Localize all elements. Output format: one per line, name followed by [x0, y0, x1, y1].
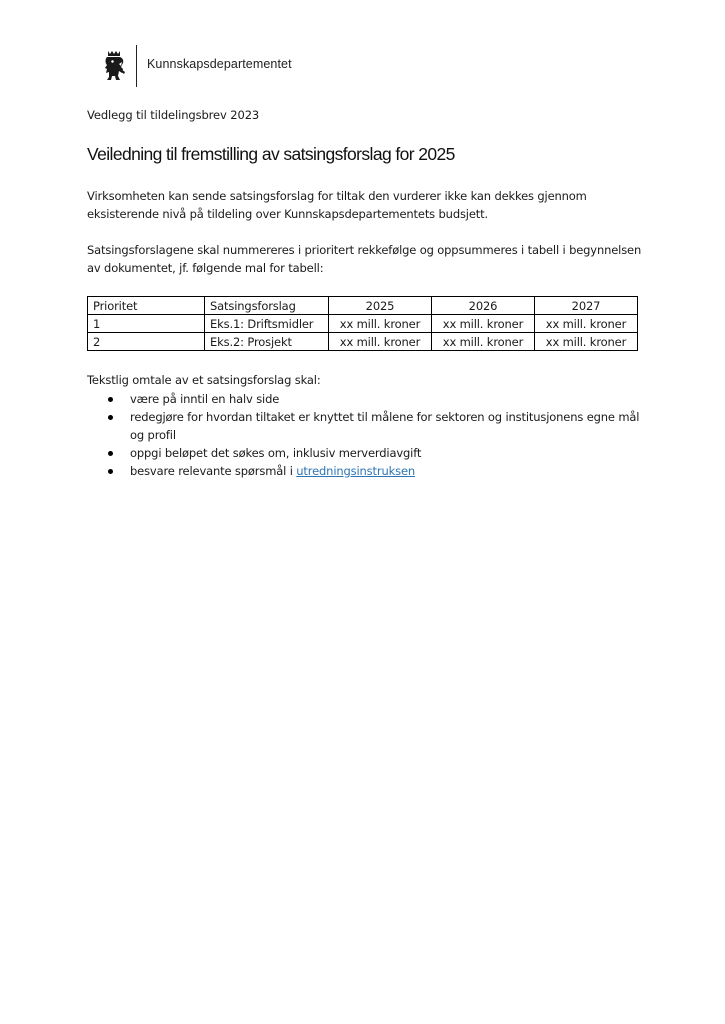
column-header-satsingsforslag: Satsingsforslag — [205, 297, 329, 315]
utredningsinstruksen-link[interactable]: utredningsinstruksen — [296, 464, 416, 478]
list-item-text: besvare relevante spørsmål i — [130, 464, 297, 478]
table-row — [88, 315, 638, 333]
column-header-2026: 2026 — [432, 297, 535, 315]
bullet-icon — [108, 451, 113, 456]
bullet-icon — [108, 415, 113, 420]
bullet-icon — [108, 469, 113, 474]
list-item-text: være på inntil en halv side — [130, 392, 280, 406]
table-cell: xx mill. kroner — [432, 315, 535, 333]
list-item — [87, 390, 647, 408]
column-header-2027: 2027 — [535, 297, 638, 315]
column-header-prioritet: Prioritet — [88, 297, 205, 315]
organization-name: Kunnskapsdepartementet — [147, 57, 292, 71]
logo-divider — [136, 45, 137, 87]
table-row — [88, 333, 638, 351]
page-title: Veiledning til fremstilling av satsingsforslag for 2025 — [87, 144, 455, 164]
table-cell: xx mill. kroner — [432, 333, 535, 351]
bullet-icon — [108, 397, 113, 402]
column-header-2025: 2025 — [329, 297, 432, 315]
criteria-list — [87, 390, 647, 480]
table-cell: 2 — [88, 333, 205, 351]
list-item — [87, 444, 647, 462]
table-cell: xx mill. kroner — [329, 315, 432, 333]
intro-paragraph: Virksomheten kan sende satsingsforslag for tiltak den vurderer ikke kan dekkes gjennom eksisterende nivå på tildeling over Kunnskapsdepartementets budsjett. — [87, 189, 587, 221]
norwegian-lion-icon — [102, 49, 126, 83]
table-intro-paragraph: Satsingsforslagene skal nummereres i prioritert rekkefølge og oppsummeres i tabell i begynnelsen av dokumentet, jf. følgende mal for tabell: — [87, 243, 642, 275]
list-item — [87, 408, 647, 444]
table-cell: Eks.2: Prosjekt — [205, 333, 329, 351]
table-cell: xx mill. kroner — [329, 333, 432, 351]
list-item — [87, 462, 647, 480]
document-subtitle: Vedlegg til tildelingsbrev 2023 — [87, 108, 260, 122]
list-item-text: oppgi beløpet det søkes om, inklusiv merverdiavgift — [130, 446, 422, 460]
header-logo — [102, 45, 292, 87]
table-cell: 1 — [88, 315, 205, 333]
priority-table — [87, 296, 638, 351]
list-lead-text: Tekstlig omtale av et satsingsforslag skal: — [87, 373, 321, 387]
table-cell: xx mill. kroner — [535, 333, 638, 351]
table-cell: xx mill. kroner — [535, 315, 638, 333]
table-header-row — [88, 297, 638, 315]
list-item-text: redegjøre for hvordan tiltaket er knyttet til målene for sektoren og institusjonens egne mål og profil — [130, 410, 640, 442]
table-cell: Eks.1: Driftsmidler — [205, 315, 329, 333]
